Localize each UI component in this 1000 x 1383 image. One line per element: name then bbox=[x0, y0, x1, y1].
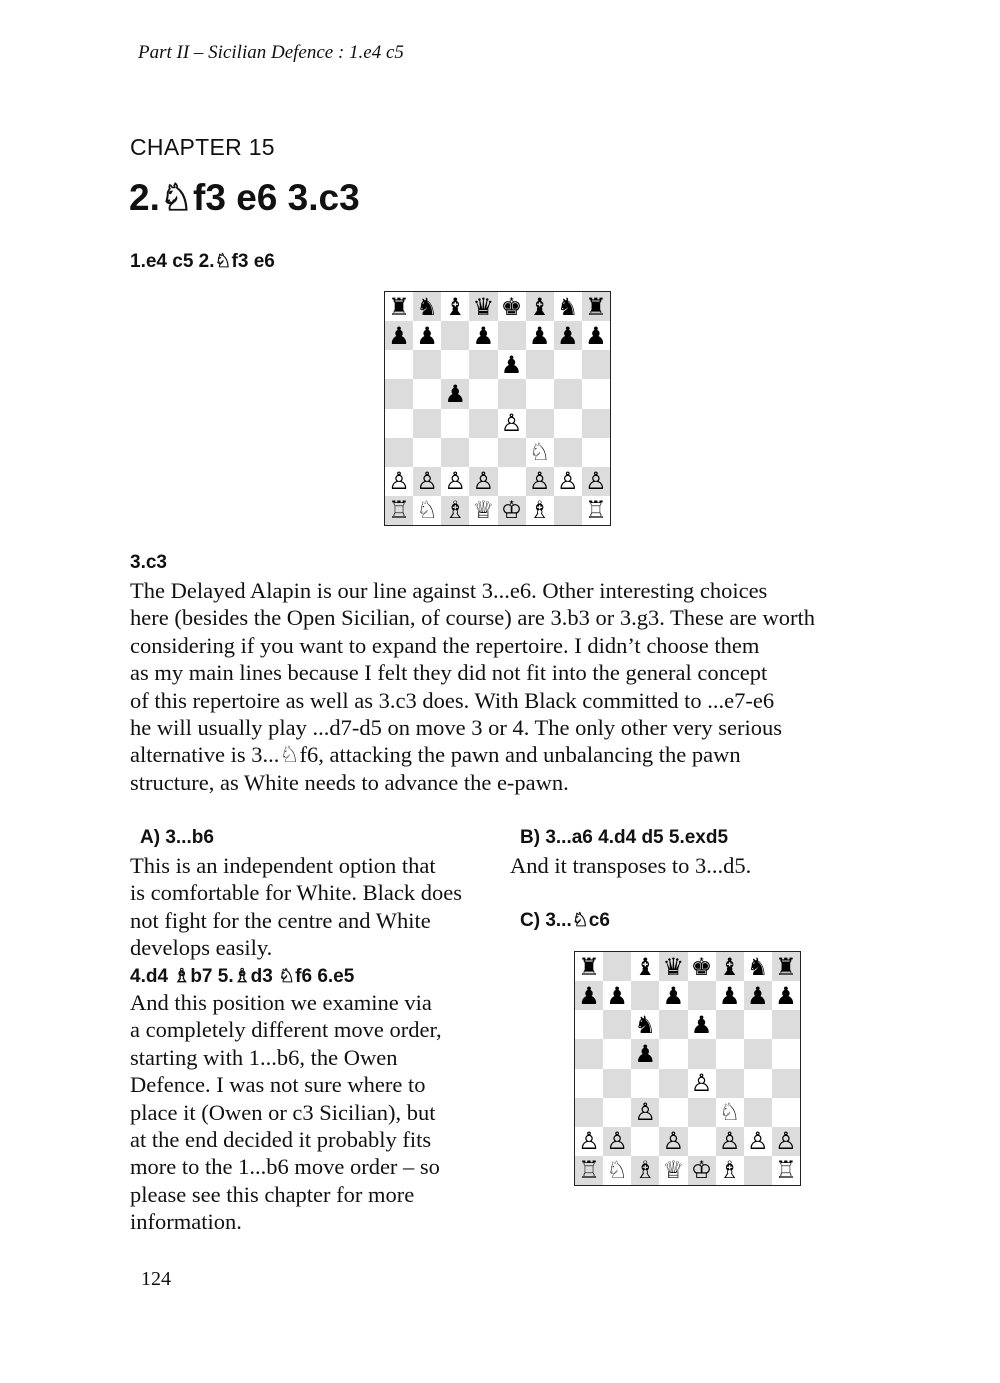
chess-square bbox=[575, 1039, 603, 1068]
variation-a-paragraph-1 bbox=[130, 852, 462, 962]
variation-b-text: And it transposes to 3...d5. bbox=[510, 853, 752, 878]
variation-c-label: C) 3...♘c6 bbox=[520, 910, 610, 931]
chess-square bbox=[582, 350, 610, 379]
chess-piece-square: ♘ bbox=[603, 1156, 631, 1185]
variation-a-line: more to the 1...b6 move order – so bbox=[130, 1154, 440, 1180]
variation-a-line: not fight for the centre and White bbox=[130, 907, 431, 933]
chess-piece-square: ♟ bbox=[688, 1010, 716, 1039]
chess-piece-square: ♜ bbox=[575, 952, 603, 981]
chess-piece-square: ♘ bbox=[526, 438, 554, 467]
chess-piece-square: ♙ bbox=[716, 1127, 744, 1156]
variation-a-line: And this position we examine via bbox=[130, 990, 432, 1015]
chess-piece-square: ♖ bbox=[772, 1156, 800, 1185]
main-move: 3.c3 bbox=[130, 552, 167, 573]
chess-square bbox=[688, 1039, 716, 1068]
chess-piece-square: ♟ bbox=[659, 981, 687, 1010]
chess-piece-square: ♙ bbox=[385, 467, 413, 496]
variation-a-line: starting with 1...b6, the Owen bbox=[130, 1044, 398, 1070]
chess-piece-square: ♙ bbox=[469, 467, 497, 496]
variation-a-line: This is an independent option that bbox=[130, 853, 436, 878]
intro-moves: 1.e4 c5 2.♘f3 e6 bbox=[130, 251, 275, 272]
chess-piece-square: ♙ bbox=[688, 1069, 716, 1098]
chess-square bbox=[575, 1010, 603, 1039]
chess-piece-square: ♚ bbox=[498, 292, 526, 321]
chess-piece-square: ♗ bbox=[526, 496, 554, 525]
chess-piece-square: ♞ bbox=[554, 292, 582, 321]
chess-piece-square: ♟ bbox=[603, 981, 631, 1010]
chess-piece-square: ♛ bbox=[659, 952, 687, 981]
chess-piece-square: ♟ bbox=[385, 321, 413, 350]
chess-piece-square: ♗ bbox=[441, 496, 469, 525]
chess-square bbox=[631, 1069, 659, 1098]
chess-piece-square: ♙ bbox=[744, 1127, 772, 1156]
chess-square bbox=[441, 409, 469, 438]
chess-square bbox=[441, 321, 469, 350]
main-paragraph-line: The Delayed Alapin is our line against 3...e6. Other interesting choices bbox=[130, 578, 768, 603]
chess-piece-square: ♝ bbox=[631, 952, 659, 981]
chess-piece-square: ♖ bbox=[385, 496, 413, 525]
chess-square bbox=[744, 1156, 772, 1185]
main-paragraph-line: of this repertoire as well as 3.c3 does. With Black committed to ...e7-e6 bbox=[130, 687, 775, 713]
chess-piece-square: ♟ bbox=[526, 321, 554, 350]
variation-b-label: B) 3...a6 4.d4 d5 5.exd5 bbox=[520, 827, 729, 848]
chess-piece-square: ♗ bbox=[716, 1156, 744, 1185]
chess-piece-square: ♙ bbox=[582, 467, 610, 496]
chess-piece-square: ♜ bbox=[385, 292, 413, 321]
chess-square bbox=[772, 1039, 800, 1068]
chess-square bbox=[385, 409, 413, 438]
chess-square bbox=[498, 379, 526, 408]
main-paragraph-line: as my main lines because I felt they did not fit into the general concept bbox=[130, 660, 768, 686]
chess-square bbox=[744, 1039, 772, 1068]
chess-square bbox=[554, 379, 582, 408]
chess-piece-square: ♟ bbox=[575, 981, 603, 1010]
chess-piece-square: ♗ bbox=[631, 1156, 659, 1185]
variation-a-line: at the end decided it probably fits bbox=[130, 1127, 432, 1153]
chess-square bbox=[659, 1098, 687, 1127]
chess-square bbox=[498, 438, 526, 467]
chapter-title: 2.♘f3 e6 3.c3 bbox=[129, 177, 360, 218]
chess-square bbox=[688, 1127, 716, 1156]
chess-square bbox=[631, 1127, 659, 1156]
chess-square bbox=[582, 409, 610, 438]
variation-a-paragraph-2 bbox=[130, 989, 442, 1236]
chess-square bbox=[659, 1069, 687, 1098]
chess-square bbox=[659, 1039, 687, 1068]
chess-piece-square: ♞ bbox=[631, 1010, 659, 1039]
chess-piece-square: ♙ bbox=[526, 467, 554, 496]
main-paragraph-line: considering if you want to expand the repertoire. I didn’t choose them bbox=[130, 632, 760, 658]
variation-a-line: place it (Owen or c3 Sicilian), but bbox=[130, 1099, 436, 1125]
chess-diagram-1 bbox=[384, 291, 611, 526]
main-paragraph-line: structure, as White needs to advance the e-pawn. bbox=[130, 769, 569, 795]
chess-piece-square: ♜ bbox=[582, 292, 610, 321]
chess-square bbox=[498, 467, 526, 496]
chess-square bbox=[716, 1069, 744, 1098]
chess-piece-square: ♘ bbox=[413, 496, 441, 525]
chess-piece-square: ♙ bbox=[498, 409, 526, 438]
chess-square bbox=[441, 350, 469, 379]
chess-piece-square: ♝ bbox=[441, 292, 469, 321]
chess-square bbox=[716, 1010, 744, 1039]
chess-square bbox=[772, 1098, 800, 1127]
chess-piece-square: ♟ bbox=[772, 981, 800, 1010]
chess-square bbox=[554, 496, 582, 525]
chess-square bbox=[441, 438, 469, 467]
chess-piece-square: ♟ bbox=[469, 321, 497, 350]
chess-piece-square: ♙ bbox=[441, 467, 469, 496]
chess-square bbox=[744, 1069, 772, 1098]
chess-square bbox=[554, 409, 582, 438]
variation-a-line: please see this chapter for more bbox=[130, 1181, 415, 1207]
chess-piece-square: ♙ bbox=[413, 467, 441, 496]
chess-square bbox=[744, 1098, 772, 1127]
chess-piece-square: ♕ bbox=[659, 1156, 687, 1185]
chess-piece-square: ♟ bbox=[582, 321, 610, 350]
chess-square bbox=[413, 350, 441, 379]
chess-square bbox=[385, 438, 413, 467]
chess-square bbox=[603, 1010, 631, 1039]
chess-piece-square: ♟ bbox=[413, 321, 441, 350]
chess-square bbox=[554, 438, 582, 467]
chess-square bbox=[413, 438, 441, 467]
chess-piece-square: ♙ bbox=[772, 1127, 800, 1156]
chess-piece-square: ♔ bbox=[688, 1156, 716, 1185]
main-paragraph-line: alternative is 3...♘f6, attacking the pawn and unbalancing the pawn bbox=[130, 742, 741, 768]
chess-square bbox=[603, 1069, 631, 1098]
page-number: 124 bbox=[141, 1268, 171, 1290]
chess-piece-square: ♟ bbox=[441, 379, 469, 408]
chess-piece-square: ♝ bbox=[716, 952, 744, 981]
chess-piece-square: ♜ bbox=[772, 952, 800, 981]
chess-square bbox=[385, 350, 413, 379]
chess-piece-square: ♙ bbox=[631, 1098, 659, 1127]
chess-square bbox=[688, 981, 716, 1010]
chess-square bbox=[582, 379, 610, 408]
chess-piece-square: ♞ bbox=[413, 292, 441, 321]
chess-piece-square: ♔ bbox=[498, 496, 526, 525]
chess-square bbox=[413, 379, 441, 408]
chess-piece-square: ♙ bbox=[575, 1127, 603, 1156]
chess-piece-square: ♟ bbox=[631, 1039, 659, 1068]
chess-square bbox=[716, 1039, 744, 1068]
chess-piece-square: ♟ bbox=[554, 321, 582, 350]
chess-square bbox=[772, 1010, 800, 1039]
chess-piece-square: ♞ bbox=[744, 952, 772, 981]
chess-piece-square: ♛ bbox=[469, 292, 497, 321]
chess-square bbox=[744, 1010, 772, 1039]
chess-piece-square: ♖ bbox=[582, 496, 610, 525]
chess-square bbox=[385, 379, 413, 408]
chess-piece-square: ♝ bbox=[526, 292, 554, 321]
chess-square bbox=[469, 350, 497, 379]
chess-square bbox=[469, 409, 497, 438]
chess-square bbox=[526, 350, 554, 379]
chess-square bbox=[603, 1039, 631, 1068]
chess-diagram-2 bbox=[574, 951, 801, 1186]
chess-square bbox=[575, 1098, 603, 1127]
chess-square bbox=[498, 321, 526, 350]
chess-piece-square: ♙ bbox=[603, 1127, 631, 1156]
chess-square bbox=[526, 409, 554, 438]
chess-square bbox=[469, 379, 497, 408]
chess-square bbox=[469, 438, 497, 467]
variation-a-moves: 4.d4 ♗b7 5.♗d3 ♘f6 6.e5 bbox=[130, 966, 355, 987]
variation-a-line: is comfortable for White. Black does bbox=[130, 880, 462, 906]
chapter-label: CHAPTER 15 bbox=[130, 134, 275, 160]
chess-square bbox=[659, 1010, 687, 1039]
chess-square bbox=[554, 350, 582, 379]
chess-piece-square: ♘ bbox=[716, 1098, 744, 1127]
variation-a-line: information. bbox=[130, 1209, 242, 1235]
variation-a-line: Defence. I was not sure where to bbox=[130, 1072, 426, 1098]
variation-a-line: a completely different move order, bbox=[130, 1017, 442, 1043]
chess-piece-square: ♙ bbox=[554, 467, 582, 496]
chess-square bbox=[582, 438, 610, 467]
chess-piece-square: ♙ bbox=[659, 1127, 687, 1156]
chess-piece-square: ♟ bbox=[744, 981, 772, 1010]
chess-square bbox=[603, 952, 631, 981]
main-paragraph bbox=[130, 577, 815, 796]
chess-square bbox=[772, 1069, 800, 1098]
chess-square bbox=[603, 1098, 631, 1127]
chess-piece-square: ♟ bbox=[716, 981, 744, 1010]
variation-a-label: A) 3...b6 bbox=[140, 827, 214, 848]
chess-piece-square: ♖ bbox=[575, 1156, 603, 1185]
chess-square bbox=[688, 1098, 716, 1127]
chess-piece-square: ♟ bbox=[498, 350, 526, 379]
chess-square bbox=[631, 981, 659, 1010]
running-header: Part II – Sicilian Defence : 1.e4 c5 bbox=[138, 42, 404, 63]
variation-a-line: develops easily. bbox=[130, 935, 273, 961]
chess-square bbox=[526, 379, 554, 408]
main-paragraph-line: here (besides the Open Sicilian, of course) are 3.b3 or 3.g3. These are worth bbox=[130, 605, 815, 631]
chess-piece-square: ♚ bbox=[688, 952, 716, 981]
chess-square bbox=[575, 1069, 603, 1098]
main-paragraph-line: he will usually play ...d7-d5 on move 3 or 4. The only other very serious bbox=[130, 715, 782, 741]
chess-piece-square: ♕ bbox=[469, 496, 497, 525]
chess-square bbox=[413, 409, 441, 438]
